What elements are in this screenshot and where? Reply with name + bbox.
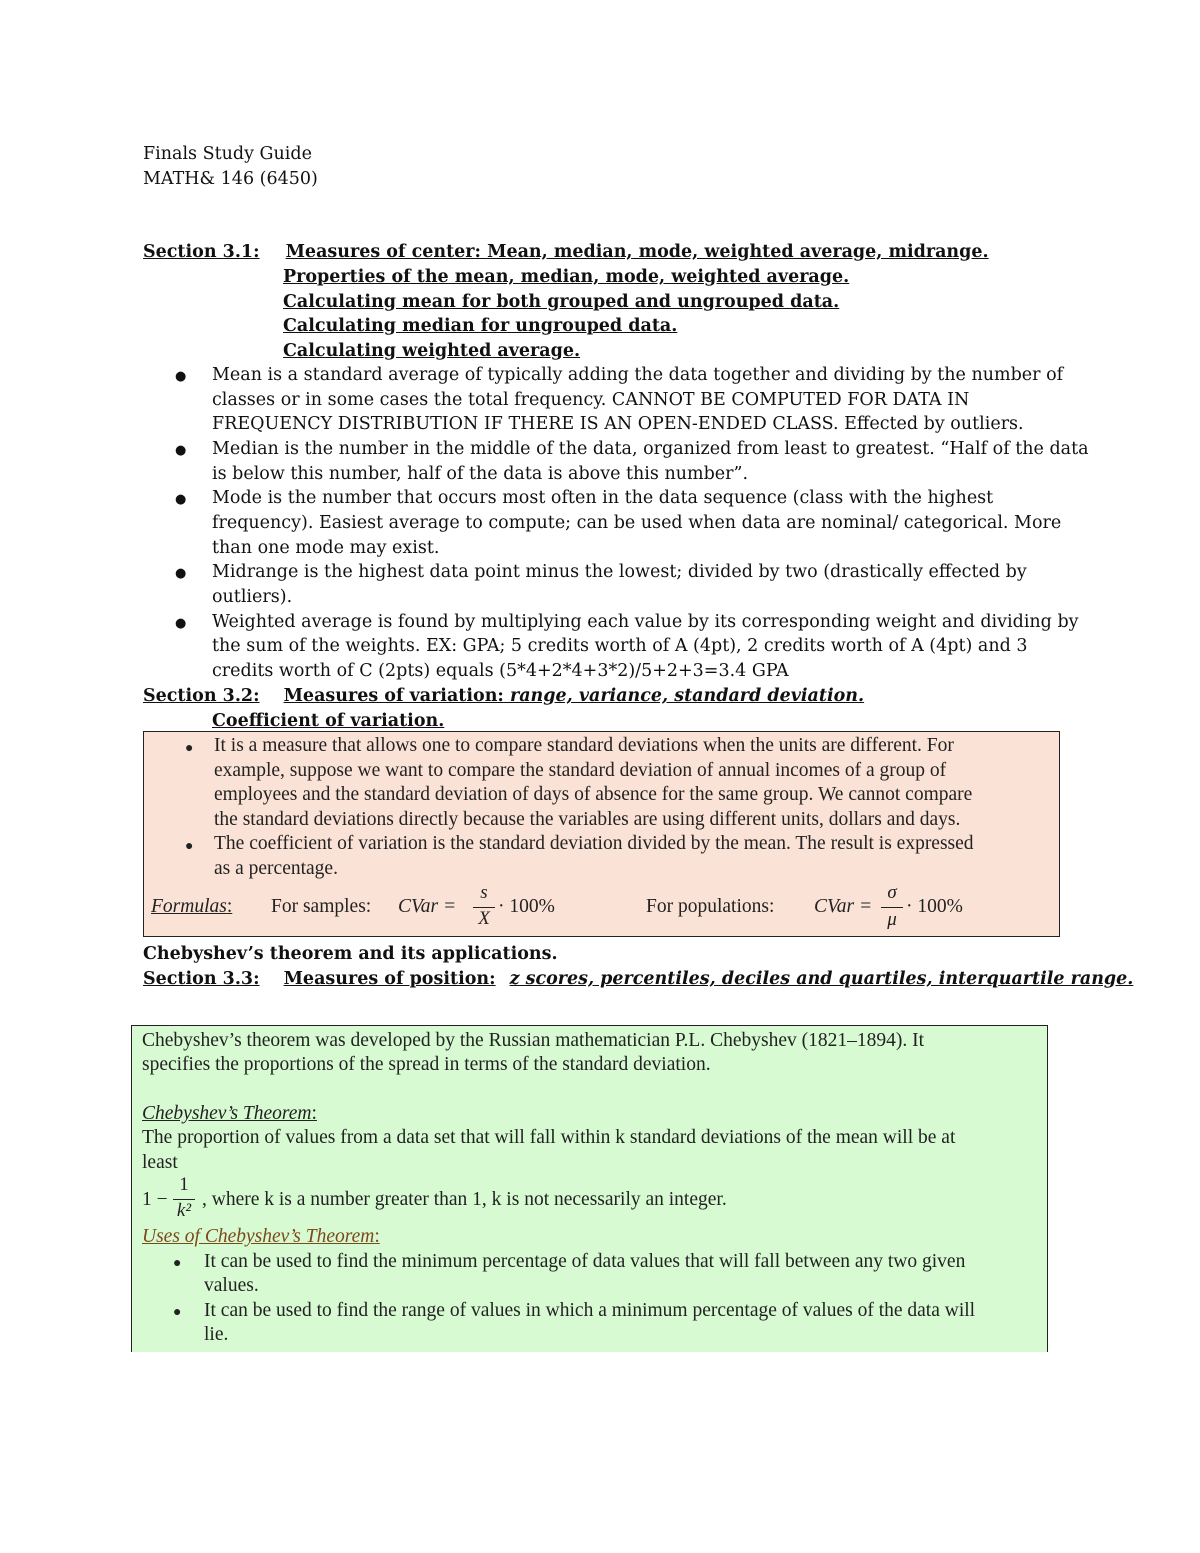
box-line: values. — [204, 1275, 259, 1296]
sample-times-100: · 100% — [498, 896, 555, 917]
bullet-line: outliers). — [212, 587, 293, 607]
bullet-line: FREQUENCY DISTRIBUTION IF THERE IS AN OPEN-ENDED CLASS. Effected by outliers. — [212, 414, 1024, 434]
section-3-3-heading — [143, 967, 1133, 992]
box-line: The coefficient of variation is the standard deviation divided by the mean. The result is expressed — [214, 833, 974, 854]
section-3-1-subtopic: Calculating mean for both grouped and ungrouped data. — [283, 292, 840, 312]
bullet-icon: ● — [175, 616, 187, 631]
fraction-numerator: 1 — [179, 1174, 189, 1195]
populations-label: For populations: — [646, 896, 775, 917]
section-3-3-label: Section 3.3: — [143, 969, 260, 989]
bullet-icon: ● — [173, 1256, 182, 1271]
box-line: specifies the proportions of the spread in terms of the standard deviation. — [142, 1054, 711, 1075]
bullet-line: than one mode may exist. — [212, 538, 440, 558]
samples-label: For samples: — [271, 896, 372, 917]
bullet-icon: ● — [185, 839, 194, 854]
formulas-label-text: Formulas — [151, 896, 227, 917]
section-3-1-label: Section 3.1: — [143, 242, 260, 262]
formulas-label: Formulas: — [151, 896, 233, 917]
theorem-label: Chebyshev’s Theorem: — [142, 1103, 317, 1124]
box-line: Chebyshev’s theorem was developed by the Russian mathematician P.L. Chebyshev (1821–1894). It — [142, 1030, 925, 1051]
box-line: The proportion of values from a data set that will fall within k standard deviations of the mean will be at — [142, 1127, 956, 1148]
section-3-1-subtopic: Properties of the mean, median, mode, weighted average. — [283, 267, 850, 287]
section-3-2-topic-italic: range, variance, standard deviation. — [509, 686, 865, 706]
bullet-line: frequency). Easiest average to compute; can be used when data are nominal/ categorical. More — [212, 513, 1062, 533]
bullet-icon: ● — [175, 443, 187, 458]
box-line: as a percentage. — [214, 858, 338, 879]
sample-numerator: s — [480, 882, 488, 903]
population-cvar: CVar = — [814, 896, 873, 917]
bullet-icon: ● — [173, 1305, 182, 1320]
bullet-icon: ● — [175, 369, 187, 384]
theorem-label-text: Chebyshev’s Theorem — [142, 1103, 312, 1124]
bullet-line: Median is the number in the middle of the data, organized from least to greatest. “Half of the data — [212, 439, 1089, 459]
section-3-1-heading — [143, 240, 989, 265]
section-3-2-heading — [143, 684, 864, 709]
bullet-line: Mean is a standard average of typically adding the data together and dividing by the number of — [212, 365, 1064, 385]
course-code: MATH& 146 (6450) — [143, 169, 318, 189]
bullet-line: Midrange is the highest data point minus the lowest; divided by two (drastically effected by — [212, 562, 1027, 582]
sample-denominator: $\overline{X}$ — [478, 908, 490, 929]
section-3-2-subtopic: Coefficient of variation. — [212, 711, 445, 731]
bullet-line: Weighted average is found by multiplying each value by its corresponding weight and dividing by — [212, 612, 1079, 632]
bullet-line: Mode is the number that occurs most often in the data sequence (class with the highest — [212, 488, 994, 508]
bullet-icon: ● — [185, 741, 194, 756]
box-line: It can be used to find the minimum percentage of data values that will fall between any two given — [204, 1251, 966, 1272]
uses-label: Uses of Chebyshev’s Theorem: — [142, 1226, 380, 1247]
population-denominator: μ — [887, 909, 897, 930]
coefficient-of-variation-box — [143, 731, 1060, 937]
bullet-icon: ● — [175, 492, 187, 507]
box-line: employees and the standard deviation of days of absence for the same group. We cannot compare — [214, 784, 973, 805]
bullet-line: the sum of the weights. EX: GPA; 5 credits worth of A (4pt), 2 credits worth of A (4pt) and 3 — [212, 636, 1028, 656]
section-3-3-topic-italic: z scores, percentiles, deciles and quartiles, interquartile range. — [509, 969, 1134, 989]
where-clause: , where k is a number greater than 1, k is not necessarily an integer. — [202, 1189, 727, 1210]
fraction-bar — [881, 907, 903, 908]
population-numerator: σ — [887, 882, 897, 903]
section-3-1-subtopic: Calculating weighted average. — [283, 341, 581, 361]
one-minus: 1 − — [142, 1189, 168, 1210]
document-title: Finals Study Guide — [143, 144, 312, 164]
section-3-3-topic: Measures of position: — [283, 969, 496, 989]
section-3-1-subtopic: Calculating median for ungrouped data. — [283, 316, 678, 336]
bullet-line: credits worth of C (2pts) equals (5*4+2*4+3*2)/5+2+3=3.4 GPA — [212, 661, 789, 681]
population-times-100: · 100% — [906, 896, 963, 917]
section-3-2-label: Section 3.2: — [143, 686, 260, 706]
chebyshev-heading: Chebyshev’s theorem and its applications. — [143, 944, 558, 964]
box-line: lie. — [204, 1324, 229, 1345]
bullet-icon: ● — [175, 566, 187, 581]
bullet-line: classes or in some cases the total frequency. CANNOT BE COMPUTED FOR DATA IN — [212, 390, 970, 410]
box-line: least — [142, 1152, 178, 1173]
box-line: the standard deviations directly because the variables are using different units, dollars and days. — [214, 809, 961, 830]
box-line: It is a measure that allows one to compare standard deviations when the units are different. For — [214, 735, 954, 756]
chebyshev-theorem-box — [131, 1025, 1048, 1352]
sample-cvar: CVar = — [398, 896, 457, 917]
box-line: example, suppose we want to compare the standard deviation of annual incomes of a group of — [214, 760, 947, 781]
section-3-1-topic: Measures of center: Mean, median, mode, weighted average, midrange. — [285, 242, 989, 262]
fraction-denominator: k² — [176, 1200, 192, 1221]
section-3-2-topic: Measures of variation: — [283, 686, 504, 706]
uses-label-text: Uses of Chebyshev’s Theorem — [142, 1226, 375, 1247]
bullet-line: is below this number, half of the data is above this number”. — [212, 464, 749, 484]
box-line: It can be used to find the range of values in which a minimum percentage of values of the data will — [204, 1300, 976, 1321]
